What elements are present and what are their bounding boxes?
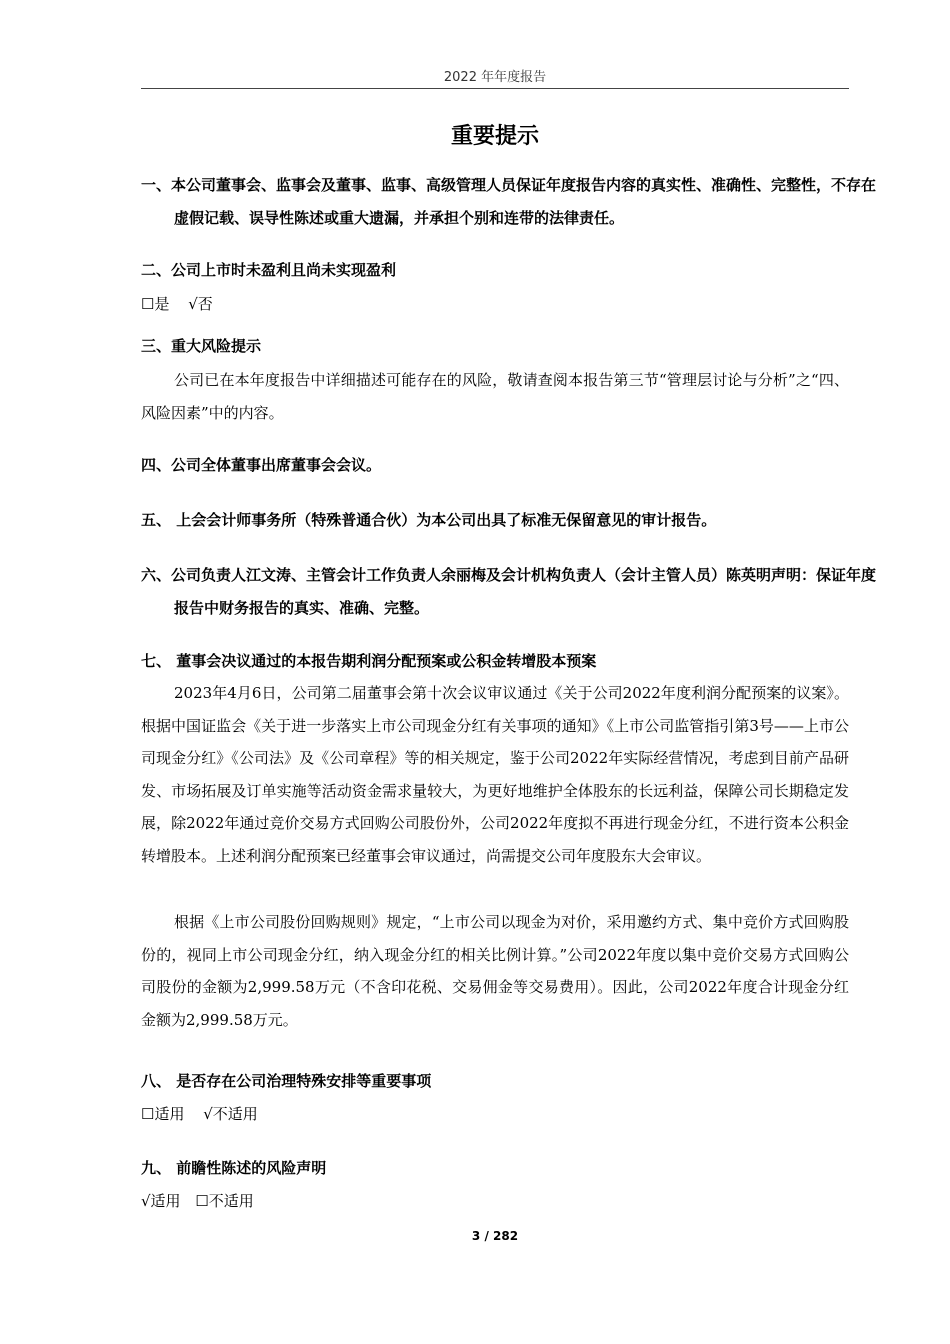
section-5-heading: 五、 上会会计师事务所（特殊普通合伙）为本公司出具了标准无保留意见的审计报告。 (141, 511, 717, 529)
section-2-checkboxes (141, 293, 849, 315)
checkbox-applicable: ☐适用 (141, 1105, 185, 1123)
section-1-heading: 一、本公司董事会、监事会及董事、监事、高级管理人员保证年度报告内容的真实性、准确性、完整性，不存在虚假记载、误导性陈述或重大遗漏，并承担个别和连带的法律责任。 (141, 176, 877, 227)
section-9-checkboxes (141, 1190, 849, 1212)
header-divider (141, 88, 849, 89)
checkbox-not-applicable: ☐不适用 (195, 1192, 254, 1210)
section-3-heading: 三、重大风险提示 (141, 337, 262, 355)
section-8-checkboxes (141, 1103, 849, 1125)
section-8-heading: 八、 是否存在公司治理特殊安排等重要事项 (141, 1072, 432, 1090)
checkbox-no-checked: √否 (188, 295, 213, 313)
section-7-paragraph-2: 根据《上市公司股份回购规则》规定，“上市公司以现金为对价，采用邀约方式、集中竞价方式回购股份的，视同上市公司现金分红，纳入现金分红的相关比例计算。”公司2022年度以集中竞价交易方式回购公司股份的金额为2,999.58万元（不含印花税、交易佣金等交易费用）。因此，公司2022年度合计现金分红金额为2,999.58万元。 (141, 913, 849, 1029)
page-title: 重要提示 (450, 124, 539, 149)
checkbox-applicable-checked: √适用 (141, 1192, 181, 1210)
section-3-body: 公司已在本年度报告中详细描述可能存在的风险，敬请查阅本报告第三节“管理层讨论与分析”之“四、风险因素”中的内容。 (141, 371, 849, 422)
checkbox-yes: ☐是 (141, 295, 170, 313)
section-2-heading: 二、公司上市时未盈利且尚未实现盈利 (141, 261, 397, 279)
section-9-heading: 九、 前瞻性陈述的风险声明 (141, 1159, 327, 1177)
section-6-heading: 六、公司负责人江文涛、主管会计工作负责人余丽梅及会计机构负责人（会计主管人员）陈英明声明：保证年度报告中财务报告的真实、准确、完整。 (141, 566, 877, 617)
checkbox-not-applicable-checked: √不适用 (203, 1105, 258, 1123)
running-header: 2022 年年度报告 (443, 70, 547, 85)
section-7-heading: 七、 董事会决议通过的本报告期利润分配预案或公积金转增股本预案 (141, 652, 597, 670)
section-4-heading: 四、公司全体董事出席董事会会议。 (141, 456, 382, 474)
page-number: 3 / 282 (471, 1229, 519, 1243)
section-7-paragraph-1: 2023年4月6日，公司第二届董事会第十次会议审议通过《关于公司2022年度利润分配预案的议案》。根据中国证监会《关于进一步落实上市公司现金分红有关事项的通知》《上市公司监管指引第3号——上市公司现金分红》《公司法》及《公司章程》等的相关规定，鉴于公司2022年实际经营情况，考虑到目前产品研发、市场拓展及订单实施等活动资金需求量较大，为更好地维护全体股东的长远利益，保障公司长期稳定发展，除2022年通过竞价交易方式回购公司股份外，公司2022年度拟不再进行现金分红，不进行资本公积金转增股本。上述利润分配预案已经董事会审议通过，尚需提交公司年度股东大会审议。 (141, 684, 849, 865)
